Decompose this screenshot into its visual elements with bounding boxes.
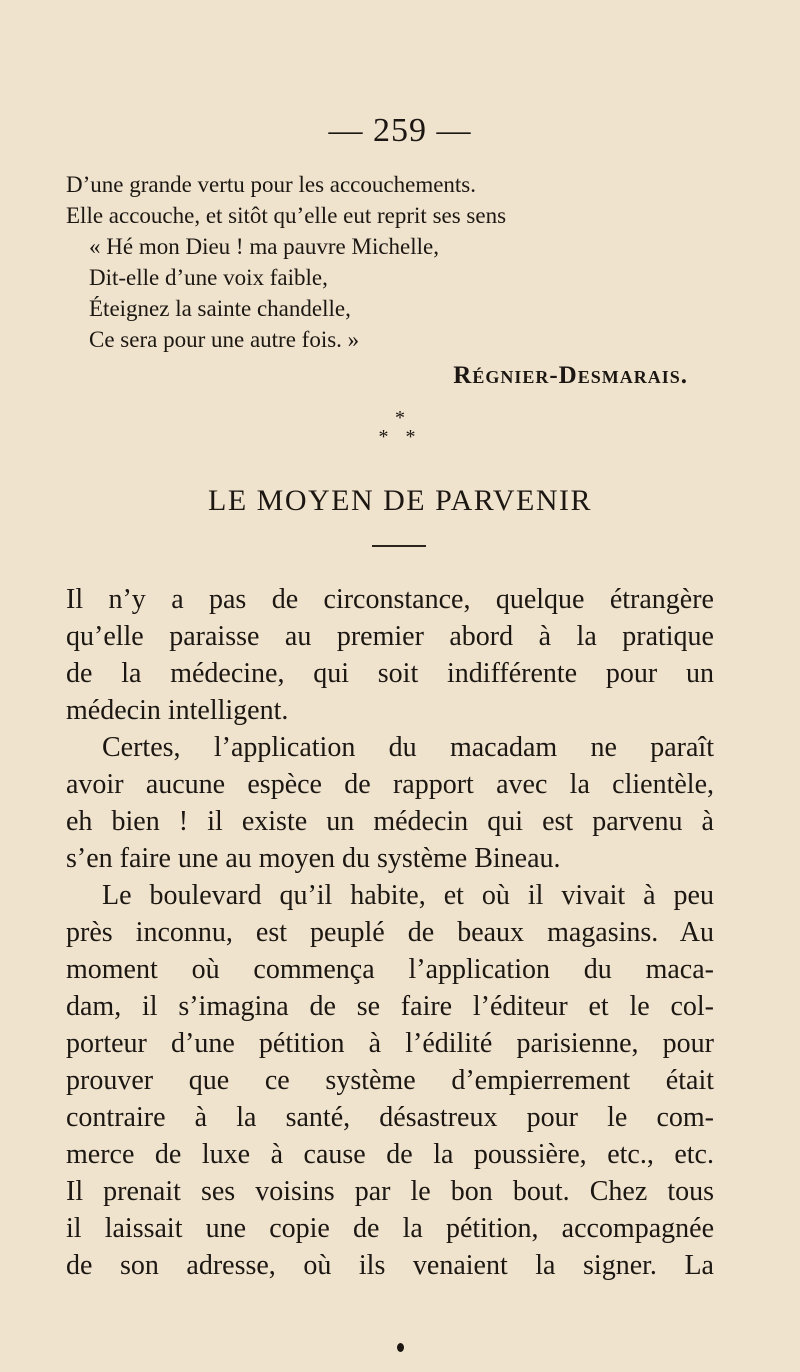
prose-line: près inconnu, est peuplé de beaux magasins. Au (66, 917, 714, 948)
prose-line: prouver que ce système d’empierrement était (66, 1065, 714, 1096)
prose-line: de la médecine, qui soit indifférente pour un (66, 658, 714, 689)
prose-line: contraire à la santé, désastreux pour le com- (66, 1102, 714, 1133)
prose-line: de son adresse, où ils venaient la signer. La (66, 1250, 714, 1281)
prose-line: médecin intelligent. (66, 695, 289, 726)
prose-line: moment où commença l’application du maca- (66, 954, 714, 985)
prose-line: Le boulevard qu’il habite, et où il vivait à peu (102, 880, 714, 911)
prose-line: porteur d’une pétition à l’édilité parisienne, pour (66, 1028, 714, 1059)
ink-speck (397, 1343, 404, 1352)
page-number: — 259 — (328, 112, 472, 149)
section-title: LE MOYEN DE PARVENIR (208, 484, 592, 517)
prose-line: Il prenait ses voisins par le bon bout. Chez tous (66, 1176, 714, 1207)
poem-line: D’une grande vertu pour les accouchements. (66, 172, 477, 197)
prose-line: merce de luxe à cause de la poussière, etc., etc. (66, 1139, 714, 1170)
title-rule (372, 545, 426, 547)
prose-line: Il n’y a pas de circonstance, quelque étrangère (66, 584, 714, 615)
poem-line: « Hé mon Dieu ! ma pauvre Michelle, (89, 234, 439, 259)
prose-line: avoir aucune espèce de rapport avec la clientèle, (66, 769, 714, 800)
asterism-top: * (395, 407, 405, 429)
prose-line: il laissait une copie de la pétition, accompagnée (66, 1213, 714, 1244)
asterism-bottom: * * (378, 426, 422, 448)
poem-author: Régnier-Desmarais. (453, 362, 688, 389)
prose-line: dam, il s’imagina de se faire l’éditeur et le col- (66, 991, 714, 1022)
poem-line: Dit-elle d’une voix faible, (89, 265, 328, 290)
poem-line: Éteignez la sainte chandelle, (89, 296, 351, 321)
poem-line: Elle accouche, et sitôt qu’elle eut reprit ses sens (66, 203, 507, 228)
prose-line: Certes, l’application du macadam ne paraît (102, 732, 714, 763)
prose-line: qu’elle paraisse au premier abord à la pratique (66, 621, 714, 652)
prose-line: eh bien ! il existe un médecin qui est parvenu à (66, 806, 714, 837)
poem-line: Ce sera pour une autre fois. » (89, 327, 360, 352)
prose-line: s’en faire une au moyen du système Bineau. (66, 843, 561, 874)
